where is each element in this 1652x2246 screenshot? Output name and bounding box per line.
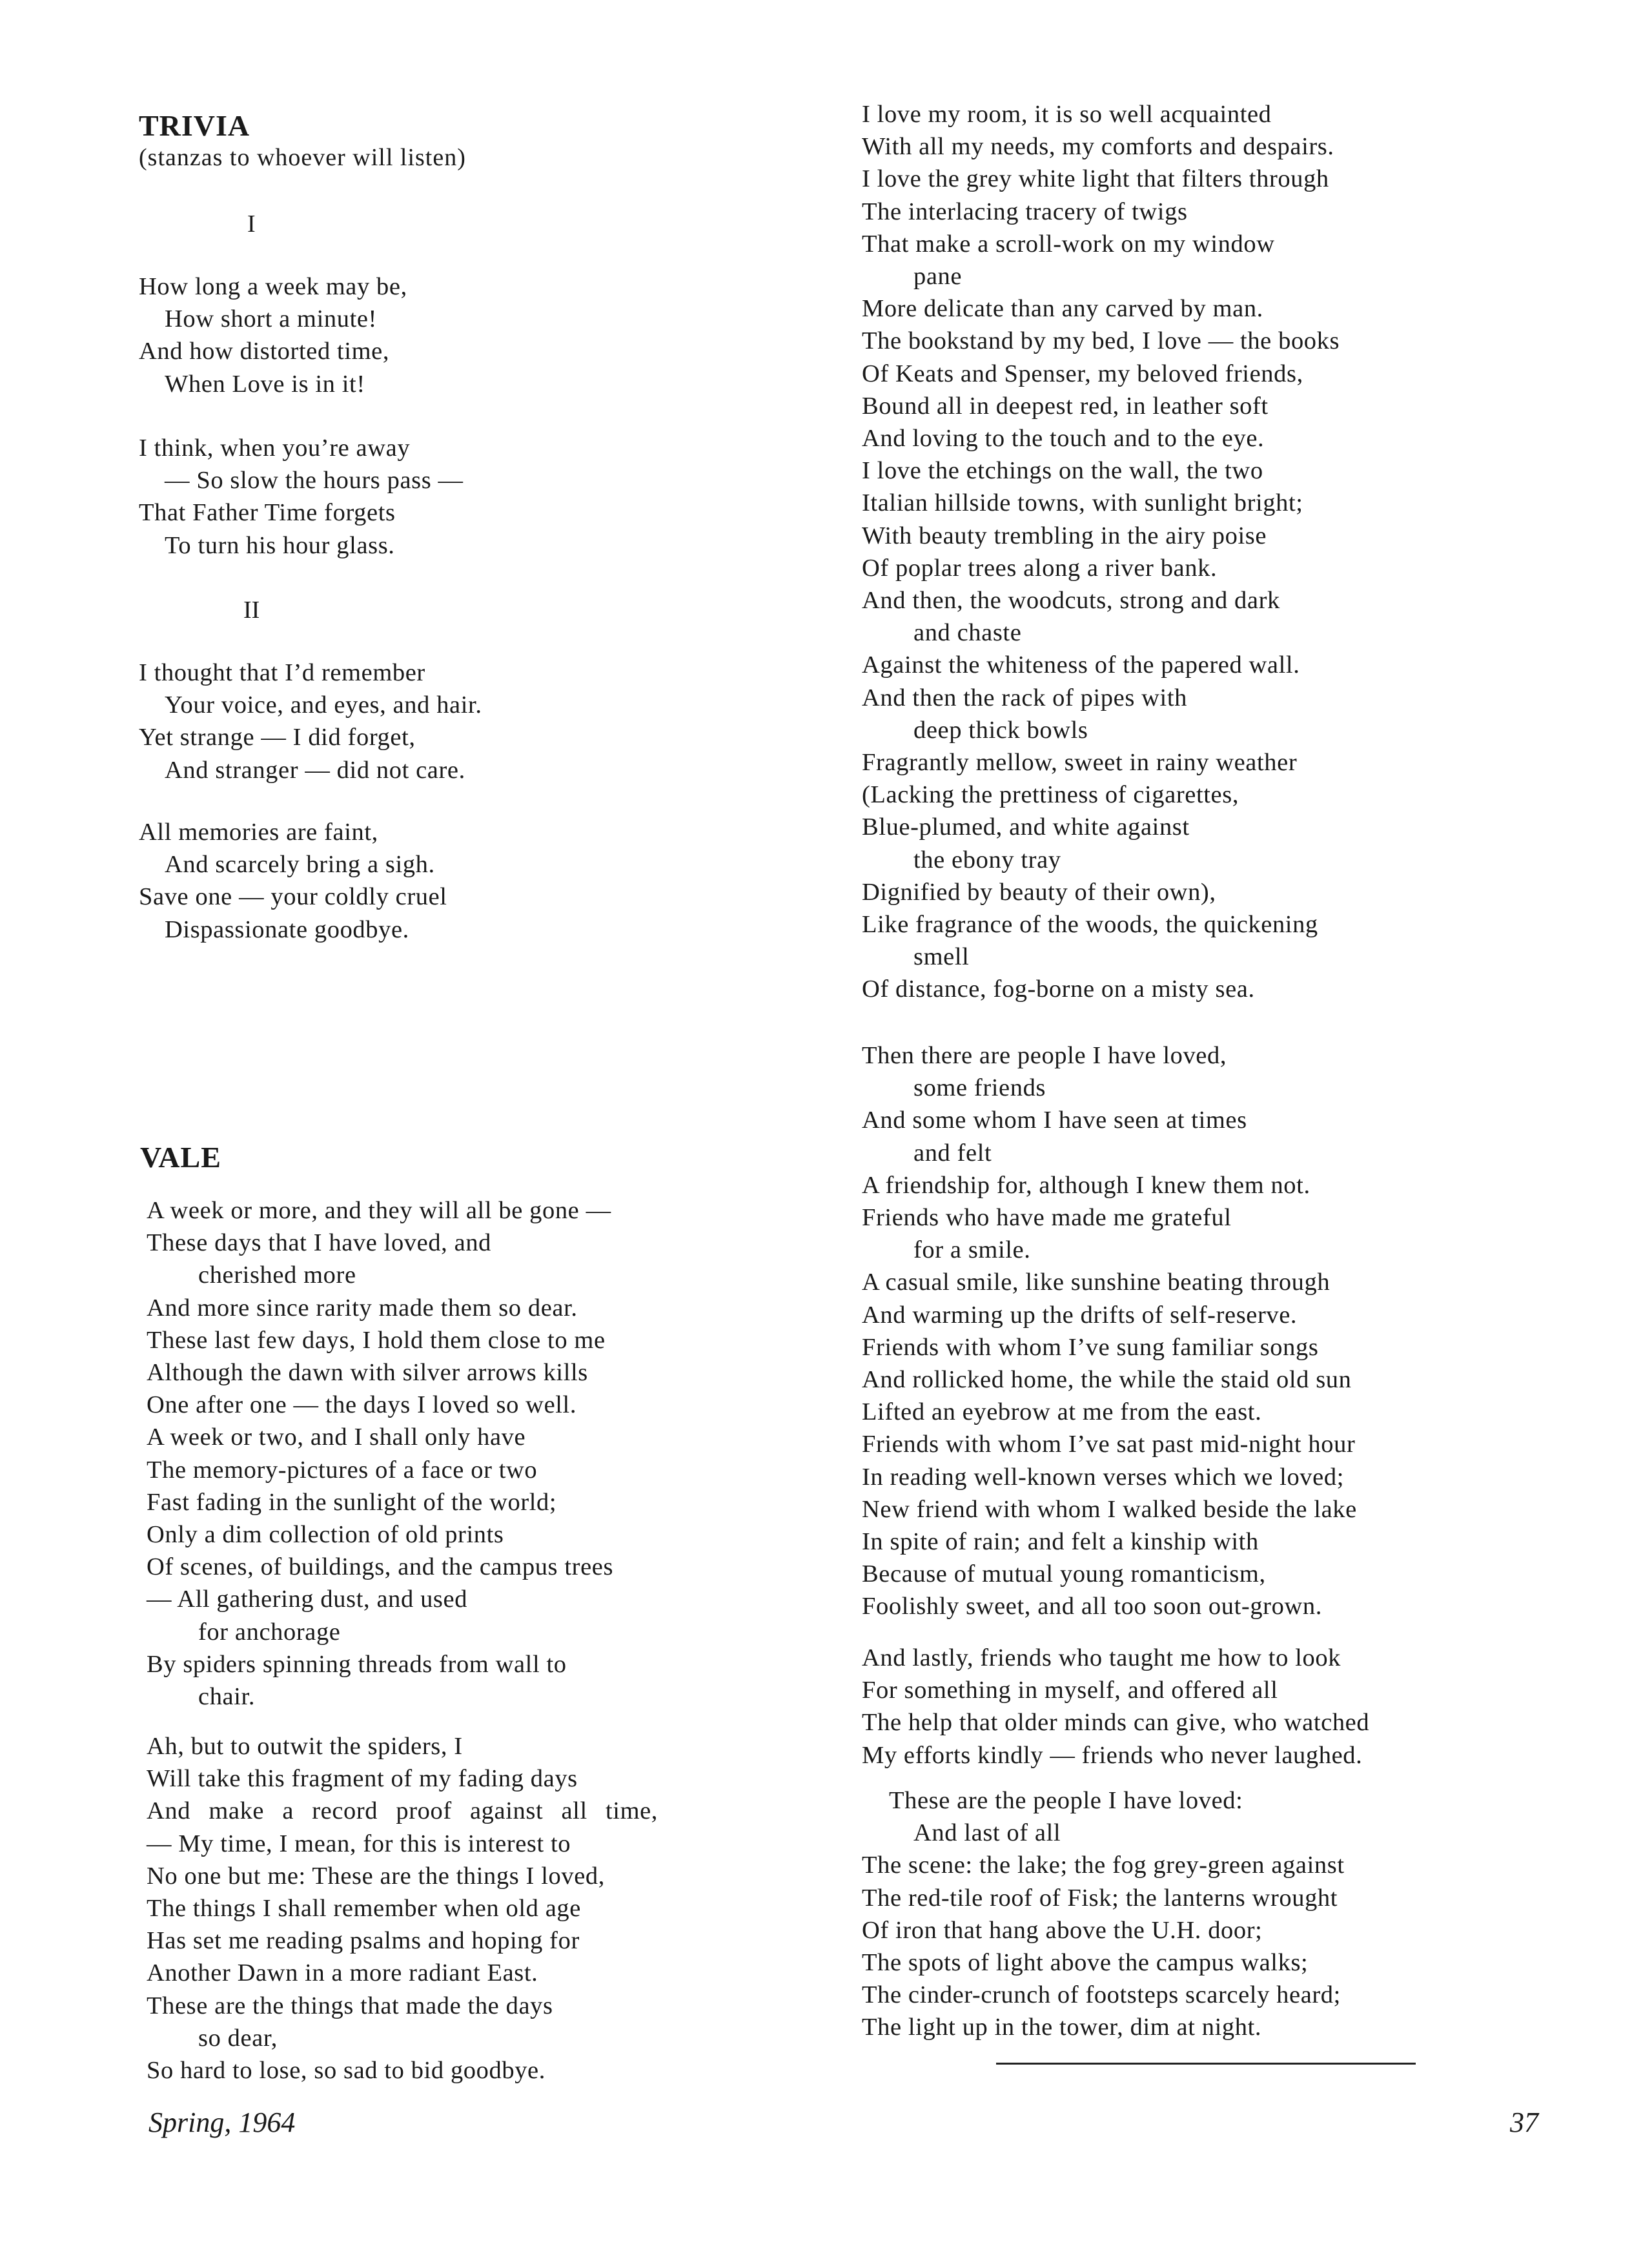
poem-line: And scarcely bring a sigh.: [165, 851, 435, 879]
poem-line: These days that I have loved, and: [147, 1229, 492, 1257]
poem-line: Fragrantly mellow, sweet in rainy weather: [862, 749, 1298, 777]
poem-line: I love my room, it is so well acquainted: [862, 101, 1272, 128]
poem-line: And make a record proof against all time,: [147, 1797, 658, 1825]
poem-line: Another Dawn in a more radiant East.: [147, 1959, 538, 1987]
poem-line: For something in myself, and offered all: [862, 1677, 1278, 1704]
poem-line: That make a scroll-work on my window: [862, 230, 1275, 258]
poem-line: Foolishly sweet, and all too soon out-grown.: [862, 1593, 1322, 1620]
poem-line: I love the etchings on the wall, the two: [862, 457, 1263, 485]
poem-line: And lastly, friends who taught me how to look: [862, 1644, 1341, 1671]
poem-line: Of poplar trees along a river bank.: [862, 554, 1218, 582]
poem-line: The bookstand by my bed, I love — the books: [862, 327, 1340, 355]
poem-line: Friends who have made me grateful: [862, 1204, 1232, 1232]
trivia-stanza-3: [139, 657, 482, 786]
poem-line: Friends with whom I’ve sat past mid-night hour: [862, 1431, 1356, 1458]
poem-line: The cinder-crunch of footsteps scarcely heard;: [862, 1981, 1341, 2009]
poem-line: When Love is in it!: [165, 370, 365, 398]
poem-line: — My time, I mean, for this is interest to: [147, 1830, 571, 1857]
poem-line: The memory-pictures of a face or two: [147, 1456, 538, 1484]
poem-line: chair.: [198, 1683, 256, 1711]
trivia-title: TRIVIA: [139, 109, 250, 142]
poem-line: And rollicked home, the while the staid old sun: [862, 1366, 1352, 1394]
poem-line: And some whom I have seen at times: [862, 1107, 1247, 1134]
poem-line: for anchorage: [198, 1618, 341, 1646]
issue-footer: Spring, 1964: [148, 2107, 296, 2138]
vale-continued-stanza-3: [862, 1642, 1369, 1771]
poem-line: With beauty trembling in the airy poise: [862, 522, 1267, 549]
poem-line: the ebony tray: [913, 846, 1061, 873]
poem-line: Although the dawn with silver arrows kills: [147, 1359, 588, 1387]
poem-line: All memories are faint,: [139, 819, 378, 846]
poem-line: The spots of light above the campus walks;: [862, 1949, 1309, 1977]
poem-line: So hard to lose, so sad to bid goodbye.: [147, 2057, 546, 2085]
poem-line: A week or more, and they will all be gone —: [147, 1197, 611, 1224]
trivia-stanza-2: [139, 432, 464, 562]
poem-line: Friends with whom I’ve sung familiar songs: [862, 1333, 1319, 1361]
poem-line: so dear,: [198, 2024, 278, 2052]
poem-line: — So slow the hours pass —: [165, 467, 464, 495]
poem-line: And how distorted time,: [139, 338, 390, 365]
vale-stanza-1: [147, 1194, 613, 1713]
poem-line: More delicate than any carved by man.: [862, 295, 1263, 323]
poem-line: Then there are people I have loved,: [862, 1042, 1227, 1069]
poem-line: One after one — the days I loved so well.: [147, 1391, 577, 1419]
poem-line: A casual smile, like sunshine beating through: [862, 1269, 1331, 1296]
poem-line: Fast fading in the sunlight of the world;: [147, 1488, 557, 1516]
poem-line: Bound all in deepest red, in leather soft: [862, 392, 1269, 420]
poem-line: How short a minute!: [165, 305, 377, 333]
poem-line: Dispassionate goodbye.: [165, 915, 409, 943]
poem-line: I love the grey white light that filters through: [862, 165, 1329, 193]
page-number: 37: [1510, 2107, 1538, 2138]
poem-line: Only a dim collection of old prints: [147, 1521, 504, 1549]
poem-line: Your voice, and eyes, and hair.: [165, 691, 482, 719]
vale-continued-stanza-4: [862, 1784, 1345, 2044]
poem-line: The interlacing tracery of twigs: [862, 198, 1188, 225]
poem-line: A week or two, and I shall only have: [147, 1424, 526, 1451]
poem-line: and felt: [913, 1139, 992, 1167]
end-rule: [996, 2063, 1416, 2065]
poem-line: Of Keats and Spenser, my beloved friends,: [862, 360, 1303, 387]
poem-line: The red-tile roof of Fisk; the lanterns wrought: [862, 1884, 1338, 1912]
poem-line: Lifted an eyebrow at me from the east.: [862, 1398, 1262, 1426]
poem-line: cherished more: [198, 1261, 356, 1289]
poem-line: My efforts kindly — friends who never laughed.: [862, 1741, 1363, 1769]
section-numeral-i: I: [247, 210, 256, 238]
poem-line: These are the people I have loved:: [889, 1787, 1243, 1814]
poem-line: By spiders spinning threads from wall to: [147, 1650, 567, 1678]
poem-line: And last of all: [913, 1819, 1061, 1847]
poem-line: (Lacking the prettiness of cigarettes,: [862, 781, 1239, 809]
vale-stanza-2: [147, 1730, 658, 2087]
poem-line: for a smile.: [913, 1236, 1031, 1264]
poem-line: Blue-plumed, and white against: [862, 813, 1190, 841]
poem-line: And then, the woodcuts, strong and dark: [862, 587, 1280, 615]
poem-line: and chaste: [913, 619, 1022, 647]
poem-line: smell: [913, 943, 970, 971]
poem-line: Of scenes, of buildings, and the campus trees: [147, 1553, 614, 1581]
poem-line: I thought that I’d remember: [139, 659, 425, 686]
poem-line: That Father Time forgets: [139, 499, 396, 527]
poem-line: pane: [913, 263, 963, 291]
vale-continued-stanza-2: [862, 1039, 1357, 1623]
poem-line: Has set me reading psalms and hoping for: [147, 1927, 580, 1955]
poem-line: Because of mutual young romanticism,: [862, 1560, 1266, 1588]
poem-line: Of distance, fog-borne on a misty sea.: [862, 975, 1255, 1003]
poem-line: The help that older minds can give, who watched: [862, 1709, 1370, 1737]
poem-line: The light up in the tower, dim at night.: [862, 2014, 1262, 2041]
poem-line: These are the things that made the days: [147, 1992, 553, 2019]
poem-line: With all my needs, my comforts and despairs.: [862, 133, 1334, 161]
poem-line: These last few days, I hold them close to me: [147, 1326, 606, 1354]
poem-line: The scene: the lake; the fog grey-green against: [862, 1852, 1345, 1879]
poem-line: — All gathering dust, and used: [147, 1586, 468, 1613]
poem-line: Dignified by beauty of their own),: [862, 878, 1216, 906]
poem-line: Italian hillside towns, with sunlight bright;: [862, 489, 1303, 517]
poem-line: Ah, but to outwit the spiders, I: [147, 1733, 463, 1760]
poem-line: And warming up the drifts of self-reserve.: [862, 1301, 1298, 1329]
poem-line: Like fragrance of the woods, the quickening: [862, 911, 1318, 939]
poem-line: Yet strange — I did forget,: [139, 724, 416, 751]
poem-line: A friendship for, although I knew them not.: [862, 1171, 1310, 1199]
poem-line: some friends: [913, 1074, 1046, 1102]
vale-title: VALE: [140, 1141, 221, 1174]
poem-line: The things I shall remember when old age: [147, 1895, 581, 1923]
vale-continued-stanza-1: [862, 98, 1340, 1006]
poem-line: To turn his hour glass.: [165, 531, 395, 559]
poem-line: I think, when you’re away: [139, 434, 411, 462]
poem-line: Against the whiteness of the papered wall.: [862, 651, 1300, 679]
poem-line: And stranger — did not care.: [165, 756, 465, 784]
trivia-stanza-1: [139, 271, 407, 400]
poem-line: Will take this fragment of my fading days: [147, 1765, 578, 1793]
poem-line: And then the rack of pipes with: [862, 684, 1188, 711]
poem-line: New friend with whom I walked beside the lake: [862, 1495, 1357, 1523]
poem-line: And loving to the touch and to the eye.: [862, 425, 1265, 453]
poem-line: Save one — your coldly cruel: [139, 883, 447, 911]
poem-line: deep thick bowls: [913, 716, 1088, 744]
poem-line: In spite of rain; and felt a kinship with: [862, 1528, 1259, 1556]
poem-line: In reading well-known verses which we loved;: [862, 1463, 1344, 1491]
section-numeral-ii: II: [243, 597, 260, 624]
trivia-subtitle: (stanzas to whoever will listen): [139, 144, 466, 171]
poem-line: How long a week may be,: [139, 273, 407, 300]
poem-line: No one but me: These are the things I loved,: [147, 1862, 605, 1890]
poem-line: And more since rarity made them so dear.: [147, 1294, 578, 1322]
trivia-stanza-4: [139, 816, 447, 946]
poem-line: Of iron that hang above the U.H. door;: [862, 1916, 1263, 1944]
